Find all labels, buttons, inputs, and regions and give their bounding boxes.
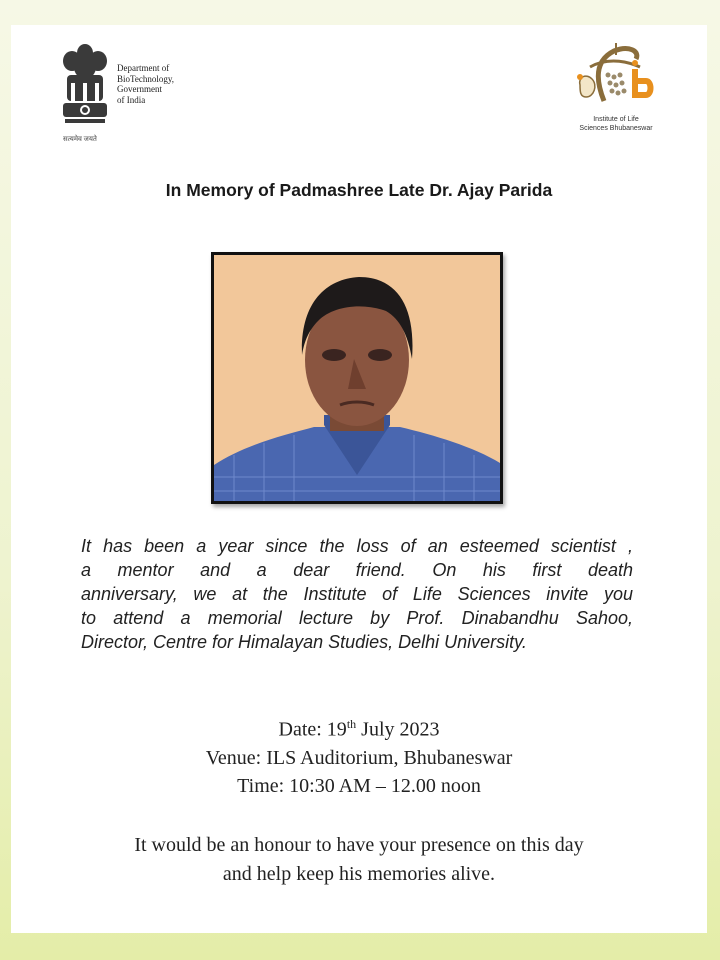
closing-line: and help keep his memories alive. <box>222 863 496 885</box>
ils-logo-icon <box>574 41 654 107</box>
paragraph-line: Director, Centre for Himalayan Studies, Delhi University. <box>81 632 527 652</box>
emblem-motto: सत्यमेव जयते <box>63 135 97 143</box>
date-suffix: July 2023 <box>356 718 440 741</box>
org-line: Institute of Life <box>593 116 639 123</box>
paragraph-line: a mentor and a dear friend. On his first death <box>81 560 633 580</box>
org-line: BioTechnology, <box>117 73 175 84</box>
event-time: Time: 10:30 AM – 12.00 noon <box>237 774 481 797</box>
date-prefix: Date: 19 <box>278 718 347 741</box>
dbt-org-name <box>117 63 174 105</box>
date-ordinal: th <box>346 717 357 731</box>
ils-logo <box>566 41 666 141</box>
event-details <box>11 710 707 800</box>
page-title: In Memory of Padmashree Late Dr. Ajay Parida <box>165 180 553 200</box>
memorial-invitation-card <box>11 25 707 933</box>
dbt-logo <box>57 39 187 149</box>
ils-org-name <box>566 115 666 133</box>
closing-message <box>11 831 707 889</box>
org-line: Government <box>117 84 162 94</box>
org-line: Sciences Bhubaneswar <box>579 125 653 132</box>
org-line: of India <box>117 94 146 105</box>
org-line: Department of <box>117 63 170 73</box>
paragraph-line: to attend a memorial lecture by Prof. Dinabandhu Sahoo, <box>81 608 633 628</box>
event-venue: Venue: ILS Auditorium, Bhubaneswar <box>205 746 513 769</box>
invitation-paragraph <box>81 534 633 654</box>
portrait-image <box>214 255 500 501</box>
portrait-photo <box>211 252 503 504</box>
paragraph-line: It has been a year since the loss of an esteemed scientist , <box>81 536 633 556</box>
national-emblem-icon <box>57 39 113 139</box>
event-date <box>11 710 707 744</box>
closing-line: It would be an honour to have your presence on this day <box>134 834 584 856</box>
paragraph-line: anniversary, we at the Institute of Life Sciences invite you <box>81 584 633 604</box>
